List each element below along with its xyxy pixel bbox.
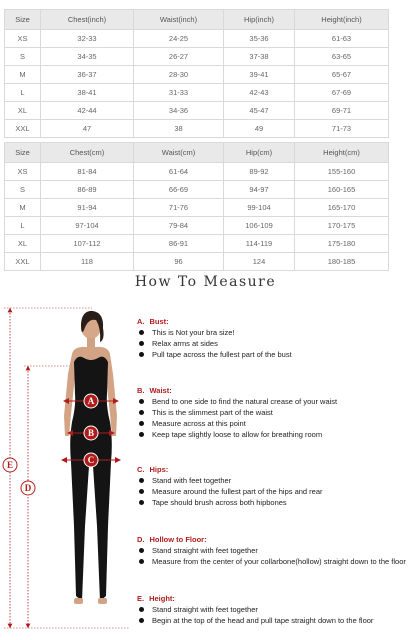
inch-table-cell: 34-36: [134, 102, 224, 120]
instruction-bullet: Stand straight with feet together: [137, 604, 411, 615]
cm-table-cell: XS: [5, 163, 41, 181]
hollow-to-floor-marker-label: D: [24, 483, 32, 493]
cm-table-cell: 99-104: [224, 199, 295, 217]
cm-table-cell: XL: [5, 235, 41, 253]
instruction-bullet: Begin at the top of the head and pull tape straight down to the floor: [137, 615, 411, 626]
inch-table-cell: 45-47: [224, 102, 295, 120]
inch-table-cell: 49: [224, 120, 295, 138]
cm-table-cell: 155-160: [295, 163, 389, 181]
bullet-icon: [139, 489, 144, 494]
inch-table-cell: 36-37: [41, 66, 134, 84]
cm-table-header-cell: Waist(cm): [134, 143, 224, 163]
instruction-title: A. Bust:: [137, 317, 169, 326]
inch-table-cell: 24-25: [134, 30, 224, 48]
cm-table-cell: 79-84: [134, 217, 224, 235]
instruction-hollow-to-floor: [137, 534, 411, 567]
cm-table-header-cell: Size: [5, 143, 41, 163]
table-row: [5, 235, 389, 253]
table-row: [5, 217, 389, 235]
how-to-measure-title: How To Measure: [134, 274, 277, 290]
cm-table-cell: S: [5, 181, 41, 199]
cm-table-cell: 114-119: [224, 235, 295, 253]
cm-table-cell: M: [5, 199, 41, 217]
table-row: [5, 102, 389, 120]
inch-table-cell: 42-44: [41, 102, 134, 120]
instruction-bullets: [137, 604, 411, 626]
cm-table-header-cell: Chest(cm): [41, 143, 134, 163]
instruction-bullet: Relax arms at sides: [137, 338, 411, 349]
bullet-icon: [139, 559, 144, 564]
cm-table-cell: 66-69: [134, 181, 224, 199]
inch-table-cell: 42-43: [224, 84, 295, 102]
cm-table-cell: 175-180: [295, 235, 389, 253]
bullet-icon: [139, 618, 144, 623]
size-table-inch-header: [5, 10, 389, 30]
inch-table-cell: 47: [41, 120, 134, 138]
instruction-waist: [137, 385, 411, 440]
inch-table-cell: S: [5, 48, 41, 66]
cm-table-cell: 94-97: [224, 181, 295, 199]
cm-table-cell: 89-92: [224, 163, 295, 181]
inch-table-cell: L: [5, 84, 41, 102]
cm-table-cell: 97-104: [41, 217, 134, 235]
inch-table-header-cell: Size: [5, 10, 41, 30]
instruction-bullets: [137, 545, 411, 567]
inch-table-cell: XL: [5, 102, 41, 120]
cm-table-cell: 107-112: [41, 235, 134, 253]
cm-table-cell: 96: [134, 253, 224, 271]
table-row: [5, 66, 389, 84]
instruction-bullet: This is the slimmest part of the waist: [137, 407, 411, 418]
waist-marker-label: B: [87, 428, 95, 438]
bullet-icon: [139, 341, 144, 346]
inch-table-header-cell: Waist(inch): [134, 10, 224, 30]
cm-table-cell: 91-94: [41, 199, 134, 217]
instruction-bullet: Stand straight with feet together: [137, 545, 411, 556]
instruction-bullets: [137, 327, 411, 360]
cm-table-cell: 160-165: [295, 181, 389, 199]
hips-marker-label: C: [87, 455, 95, 465]
cm-table-cell: XXL: [5, 253, 41, 271]
bullet-icon: [139, 432, 144, 437]
inch-table-cell: 35-36: [224, 30, 295, 48]
size-table-cm-header: [5, 143, 389, 163]
bullet-icon: [139, 478, 144, 483]
cm-table-cell: 118: [41, 253, 134, 271]
bust-marker-label: A: [87, 396, 95, 406]
inch-table-cell: 69-71: [295, 102, 389, 120]
cm-table-cell: 61-64: [134, 163, 224, 181]
cm-table-cell: 86-89: [41, 181, 134, 199]
inch-table-cell: XXL: [5, 120, 41, 138]
table-row: [5, 181, 389, 199]
inch-table-cell: 37-38: [224, 48, 295, 66]
measurement-figure-svg: [0, 296, 135, 640]
table-row: [5, 253, 389, 271]
instruction-bullet: Keep tape slightly loose to allow for breathing room: [137, 429, 411, 440]
instruction-bullet: This is Not your bra size!: [137, 327, 411, 338]
instruction-bullet: Measure around the fullest part of the hips and rear: [137, 486, 411, 497]
table-row: [5, 120, 389, 138]
inch-table-cell: 34-35: [41, 48, 134, 66]
instruction-bullet: Bend to one side to find the natural crease of your waist: [137, 396, 411, 407]
inch-table-cell: XS: [5, 30, 41, 48]
instruction-title: B. Waist:: [137, 386, 172, 395]
instruction-bullet: Tape should brush across both hipbones: [137, 497, 411, 508]
instruction-bullets: [137, 396, 411, 440]
cm-table-cell: 71-76: [134, 199, 224, 217]
cm-table-cell: L: [5, 217, 41, 235]
size-table-cm-body: [5, 163, 389, 271]
inch-table-cell: M: [5, 66, 41, 84]
inch-table-cell: 39-41: [224, 66, 295, 84]
bullet-icon: [139, 421, 144, 426]
cm-table-cell: 124: [224, 253, 295, 271]
inch-table-cell: 65-67: [295, 66, 389, 84]
table-row: [5, 48, 389, 66]
size-table-inch-body: [5, 30, 389, 138]
instruction-bullet: Stand with feet together: [137, 475, 411, 486]
bullet-icon: [139, 330, 144, 335]
cm-table-header-cell: Height(cm): [295, 143, 389, 163]
inch-table-cell: 38-41: [41, 84, 134, 102]
bullet-icon: [139, 399, 144, 404]
table-row: [5, 84, 389, 102]
inch-table-header-cell: Hip(inch): [224, 10, 295, 30]
inch-table-cell: 28-30: [134, 66, 224, 84]
hollow-to-floor-marker: [21, 481, 35, 495]
size-table-inch: [4, 9, 389, 138]
instruction-height: [137, 593, 411, 626]
size-table-cm: [4, 142, 389, 271]
inch-table-cell: 31-33: [134, 84, 224, 102]
inch-table-cell: 26-27: [134, 48, 224, 66]
bullet-icon: [139, 548, 144, 553]
cm-table-cell: 106-109: [224, 217, 295, 235]
instruction-title: C. Hips:: [137, 465, 169, 474]
table-row: [5, 199, 389, 217]
instruction-bullet: Measure across at this point: [137, 418, 411, 429]
cm-table-header-cell: Hip(cm): [224, 143, 295, 163]
instruction-hips: [137, 464, 411, 508]
table-row: [5, 30, 389, 48]
instruction-bullet: Pull tape across the fullest part of the bust: [137, 349, 411, 360]
cm-table-cell: 180-185: [295, 253, 389, 271]
bullet-icon: [139, 410, 144, 415]
instruction-title: D. Hollow to Floor:: [137, 535, 207, 544]
instruction-title: E. Height:: [137, 594, 175, 603]
cm-table-cell: 81-84: [41, 163, 134, 181]
instruction-bullet: Measure from the center of your collarbone(hollow) straight down to the floor: [137, 556, 411, 567]
cm-table-cell: 86-91: [134, 235, 224, 253]
instruction-bullets: [137, 475, 411, 508]
bullet-icon: [139, 607, 144, 612]
inch-table-cell: 32-33: [41, 30, 134, 48]
height-marker: [3, 458, 17, 472]
measurement-figure: [0, 296, 135, 640]
inch-table-header-cell: Chest(inch): [41, 10, 134, 30]
table-row: [5, 163, 389, 181]
inch-table-cell: 63-65: [295, 48, 389, 66]
inch-table-cell: 71-73: [295, 120, 389, 138]
inch-table-cell: 61-63: [295, 30, 389, 48]
instruction-bust: [137, 316, 411, 360]
inch-table-cell: 67-69: [295, 84, 389, 102]
inch-table-header-cell: Height(inch): [295, 10, 389, 30]
cm-table-cell: 170-175: [295, 217, 389, 235]
height-marker-label: E: [6, 460, 14, 470]
bullet-icon: [139, 500, 144, 505]
cm-table-cell: 165-170: [295, 199, 389, 217]
inch-table-cell: 38: [134, 120, 224, 138]
bullet-icon: [139, 352, 144, 357]
